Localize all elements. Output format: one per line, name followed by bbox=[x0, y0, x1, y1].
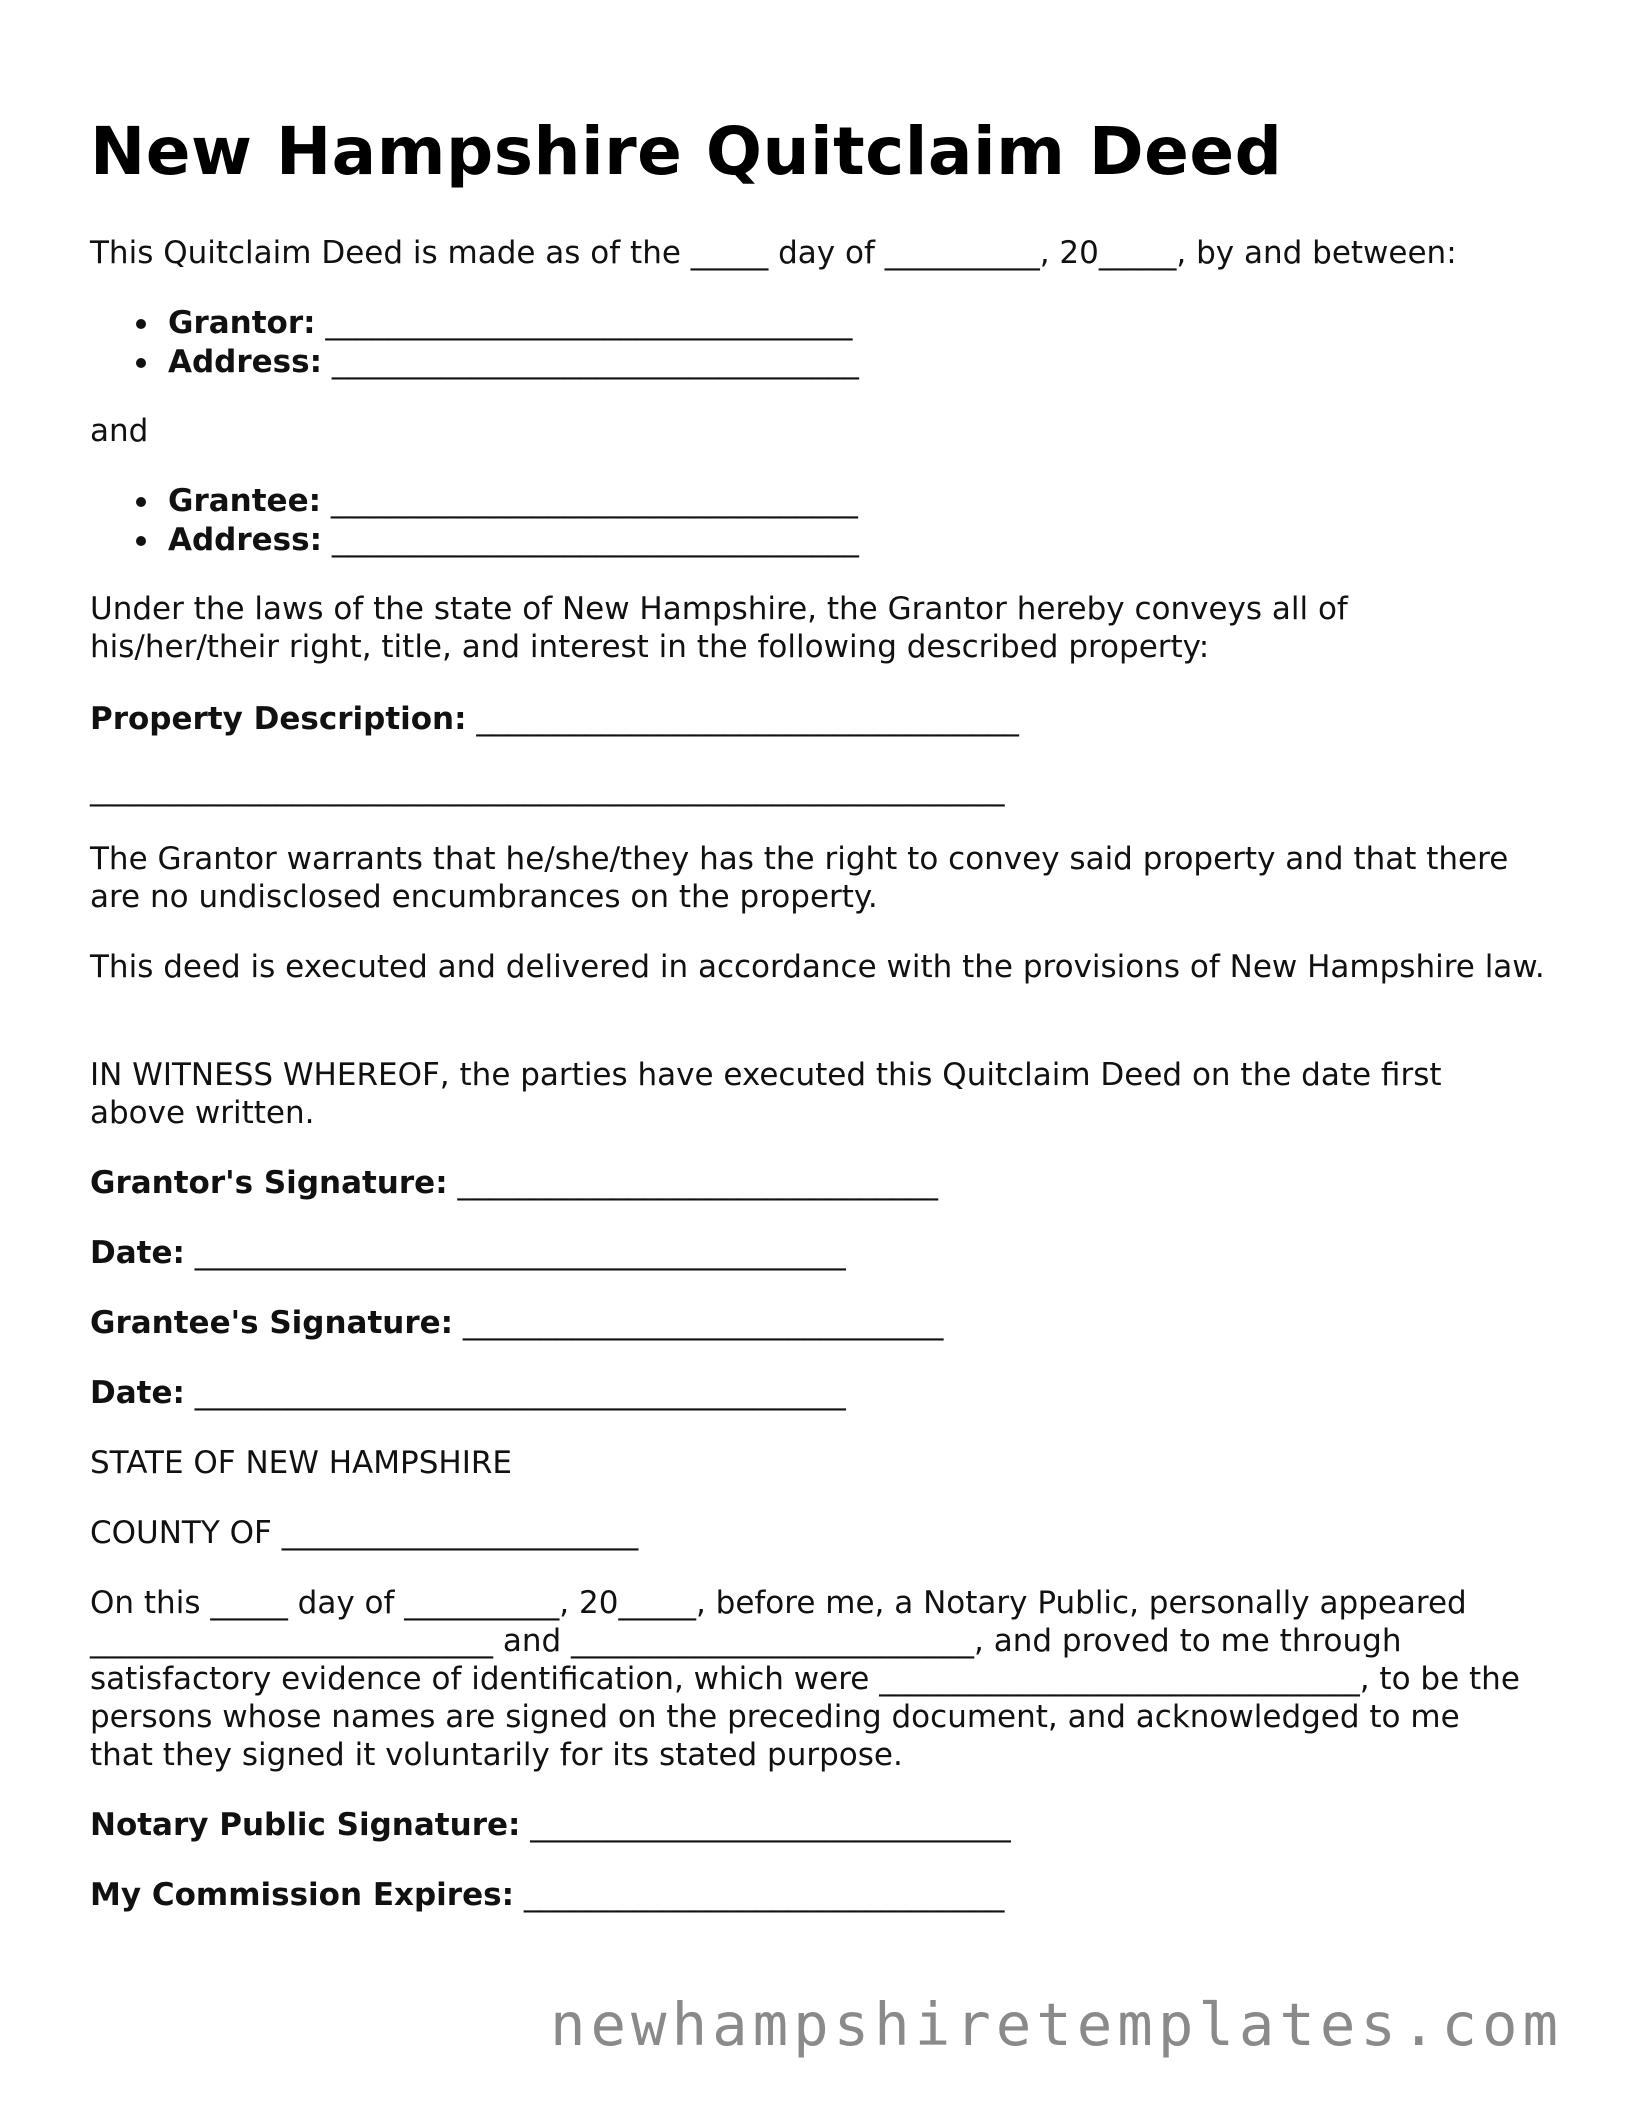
grantor-signature-blank: _______________________________ bbox=[457, 1165, 938, 1201]
grantor-list bbox=[90, 304, 859, 382]
grantee-blank: __________________________________ bbox=[330, 483, 858, 519]
grantor-signature-label: Grantor's Signature: bbox=[90, 1165, 448, 1201]
grantee-signature-line bbox=[90, 1304, 1550, 1342]
commission-expires-line bbox=[90, 1876, 1550, 1914]
and-text: and bbox=[90, 413, 149, 449]
grantor-address-blank: __________________________________ bbox=[331, 344, 859, 380]
grantee-label: Grantee: bbox=[168, 483, 321, 519]
notary-signature-blank: _______________________________ bbox=[530, 1807, 1011, 1843]
date-label: Date: bbox=[90, 1235, 185, 1271]
commission-expires-blank: _______________________________ bbox=[523, 1877, 1005, 1913]
notary-signature-line bbox=[90, 1806, 1550, 1844]
grantee-signature-blank: _______________________________ bbox=[462, 1305, 944, 1341]
bullet-icon bbox=[136, 319, 146, 329]
grantor-date-line bbox=[90, 1234, 1550, 1272]
date-blank: __________________________________________ bbox=[194, 1375, 846, 1411]
grantor-address-item bbox=[90, 343, 859, 382]
property-description-line bbox=[90, 700, 1550, 738]
grantor-label: Grantor: bbox=[168, 305, 316, 341]
grantor-address-label: Address: bbox=[168, 344, 322, 380]
notary-paragraph: On this _____ day of __________, 20_____, before me, a Notary Public, personally appeared __________________________ and __________________________, and proved to me through satisfactory evidence of identification, which were _______________________________, to be the persons whose names are signed on the preceding document, and acknowledged to me that they signed it voluntarily for its stated purpose. bbox=[90, 1585, 1520, 1773]
bullet-icon bbox=[136, 497, 146, 507]
property-description-blank-2: ___________________________________________________________ bbox=[90, 771, 1005, 807]
grantee-address-blank: __________________________________ bbox=[331, 522, 859, 558]
bullet-icon bbox=[136, 358, 146, 368]
witness-paragraph: IN WITNESS WHEREOF, the parties have executed this Quitclaim Deed on the date first above written. bbox=[90, 1057, 1442, 1131]
date-label: Date: bbox=[90, 1375, 185, 1411]
date-blank: __________________________________________ bbox=[194, 1235, 846, 1271]
notary-signature-label: Notary Public Signature: bbox=[90, 1807, 521, 1843]
grantee-signature-label: Grantee's Signature: bbox=[90, 1305, 454, 1341]
bullet-icon bbox=[136, 536, 146, 546]
property-description-blank: ___________________________________ bbox=[476, 701, 1019, 737]
grantor-signature-line bbox=[90, 1164, 1550, 1202]
warranty-paragraph: The Grantor warrants that he/she/they has the right to convey said property and that there are no undisclosed encumbrances on the property. bbox=[90, 841, 1509, 915]
grantee-item bbox=[90, 482, 859, 521]
property-description-label: Property Description: bbox=[90, 701, 467, 737]
commission-expires-label: My Commission Expires: bbox=[90, 1877, 514, 1913]
grantor-item bbox=[90, 304, 859, 343]
grantee-date-line bbox=[90, 1374, 1550, 1412]
intro-paragraph: This Quitclaim Deed is made as of the _____ day of __________, 20_____, by and between: bbox=[90, 235, 1457, 271]
grantee-address-item bbox=[90, 521, 859, 560]
grantee-address-label: Address: bbox=[168, 522, 322, 558]
page-title: New Hampshire Quitclaim Deed bbox=[90, 113, 1283, 190]
executed-paragraph: This deed is executed and delivered in accordance with the provisions of New Hampshire law. bbox=[90, 949, 1545, 985]
grantee-list bbox=[90, 482, 859, 560]
conveyance-paragraph: Under the laws of the state of New Hampshire, the Grantor hereby conveys all of his/her/their right, title, and interest in the following described property: bbox=[90, 591, 1348, 665]
grantor-blank: __________________________________ bbox=[325, 305, 853, 341]
state-heading: STATE OF NEW HAMPSHIRE bbox=[90, 1445, 512, 1481]
site-watermark: newhampshiretemplates.com bbox=[550, 1990, 1564, 2059]
county-line: COUNTY OF _______________________ bbox=[90, 1515, 639, 1551]
